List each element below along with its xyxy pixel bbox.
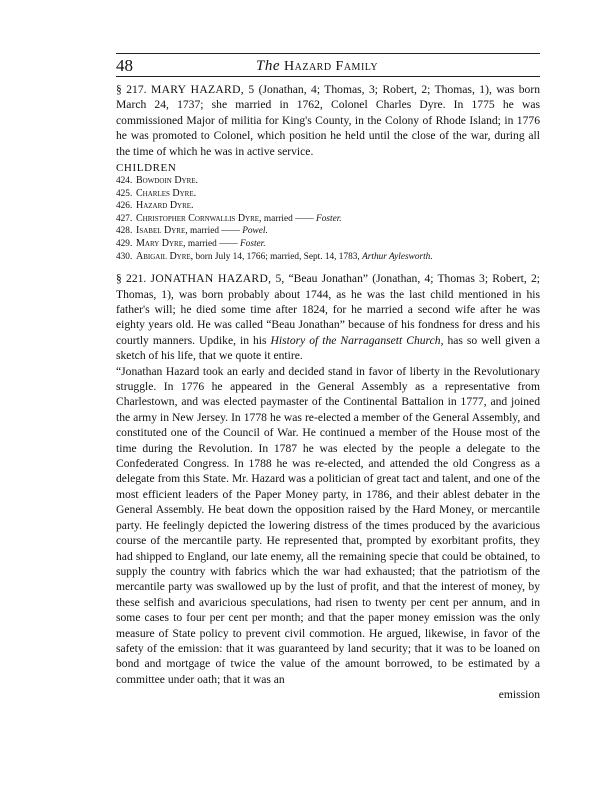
child-number: 429. xyxy=(116,239,133,249)
children-list xyxy=(116,175,540,263)
child-item xyxy=(116,188,540,201)
entry-text: 5, “Beau Jonathan” (Jonathan, 4; Thomas 3; Robert, 2; Thomas, 1), was born probably about 1744, as he was the last child mentioned in his father's will; he died some time after 1824, for he married a second wife after he was eighty years old. He was called “Beau Jonathan” because of his fondness for dress and his courtly manners. Updike, in his xyxy=(116,272,540,347)
child-number: 426. xyxy=(116,201,133,212)
child-detail: married —— xyxy=(261,213,317,224)
children-heading: CHILDREN xyxy=(116,162,177,175)
child-name: Isabel Dyre, xyxy=(136,225,188,237)
running-header xyxy=(116,56,540,76)
page-body xyxy=(116,82,540,703)
child-spouse: Foster. xyxy=(240,239,266,249)
entry-text-continued: has so well given a sketch of his life, that we quote it entire. xyxy=(116,333,540,363)
entry-name: MARY HAZARD, xyxy=(150,83,244,96)
child-spouse: Foster. xyxy=(316,213,342,224)
child-item xyxy=(116,200,540,213)
child-name: Christopher Cornwallis Dyre, xyxy=(136,212,262,224)
child-detail: married —— xyxy=(187,226,243,237)
child-spouse: Arthur Aylesworth. xyxy=(362,251,433,262)
child-detail: married —— xyxy=(185,239,240,249)
child-number: 427. xyxy=(116,213,133,224)
section-spacer xyxy=(116,263,540,271)
entry-text: 5 (Jonathan, 4; Thomas, 3; Robert, 2; Thomas, 1), was born March 24, 1737; she married in 1762, Colonel Charles Dyre. In 1775 he was commissioned Major of militia for King's County, in the Colony of Rhode Island; in 1776 he was promoted to Colonel, which position he held until the close of the war, during all the time of which he was in active service. xyxy=(116,83,541,158)
updike-quotation: “Jonathan Hazard took an early and decided stand in favor of liberty in the Revolutionary struggle. In 1776 he appeared in the General Assembly as a representative from Charlestown, and was elected paymaster of the Continental Battalion in 1777, and joined the army in New Jersey. In 1778 he was re-elected a member of the General Assembly, and constituted one of the Council of War. He continued a member of the House most of the time during the Revolution. In 1787 he was elected by the people a delegate to the Confederated Congress. In 1788 he was re-elected, and attended the old Congress as a delegate from this State. Mr. Hazard was a politician of great tact and talent, and one of the most efficient leaders of the Paper Money party, in 1786, and their ablest debater in the General Assembly. He beat down the opposition raised by the Hard Money, or mercantile party. He feelingly depicted the lowering distress of the times produced by the avaricious course of the mercantile party. He represented that, prompted by exorbitant profits, they had shipped to England, our late enemy, all the remaining specie that could be obtained, to supply the country with fabrics which the war had exhausted; that the patriotism of the mercantile party was swallowed up by the lust of profit, and that the interest of money, by these selfish and avaricious speculations, had risen to twenty per cent per annum, and in some cases to four per cent per month; and that the paper money emission was the only measure of State policy to prevent civil commotion. He argued, likewise, in favor of the safety of the emission: that it was guaranteed by land security; that it was to be loaned on bond and mortgage of twice the value of the amount borrowed, to be estimated by a committee under oath; that it was an xyxy=(116,364,540,686)
child-detail: born July 14, 1766; married, Sept. 14, 1783, xyxy=(193,251,363,262)
child-item xyxy=(116,175,540,188)
header-underline xyxy=(116,76,540,77)
child-item xyxy=(116,213,540,226)
child-item xyxy=(116,238,540,251)
child-item xyxy=(116,225,540,238)
jonathan-hazard-entry xyxy=(116,271,540,363)
child-number: 428. xyxy=(116,226,133,237)
running-title-the: The xyxy=(256,58,280,74)
book-title: History of the Narragansett Church, xyxy=(270,333,444,347)
catchword: emission xyxy=(498,688,540,702)
mary-hazard-entry xyxy=(116,82,540,159)
child-name: Abigail Dyre, xyxy=(136,250,194,262)
section-marker: § 221. xyxy=(116,272,147,286)
child-number: 430. xyxy=(116,251,133,262)
child-name: Mary Dyre, xyxy=(136,238,186,249)
entry-name: JONATHAN HAZARD, xyxy=(150,272,272,286)
child-number: 425. xyxy=(116,188,133,199)
running-title-family: Hazard Family xyxy=(284,59,379,74)
child-name: Bowdoin Dyre. xyxy=(136,175,199,187)
child-spouse: Powel. xyxy=(242,226,268,237)
child-name: Hazard Dyre. xyxy=(136,200,194,212)
page-number: 48 xyxy=(116,56,133,75)
child-item xyxy=(116,251,540,264)
child-name: Charles Dyre. xyxy=(136,187,197,199)
running-title xyxy=(256,58,378,75)
section-marker: § 217. xyxy=(116,83,147,96)
header-rule xyxy=(116,53,540,54)
child-number: 424. xyxy=(116,176,133,187)
